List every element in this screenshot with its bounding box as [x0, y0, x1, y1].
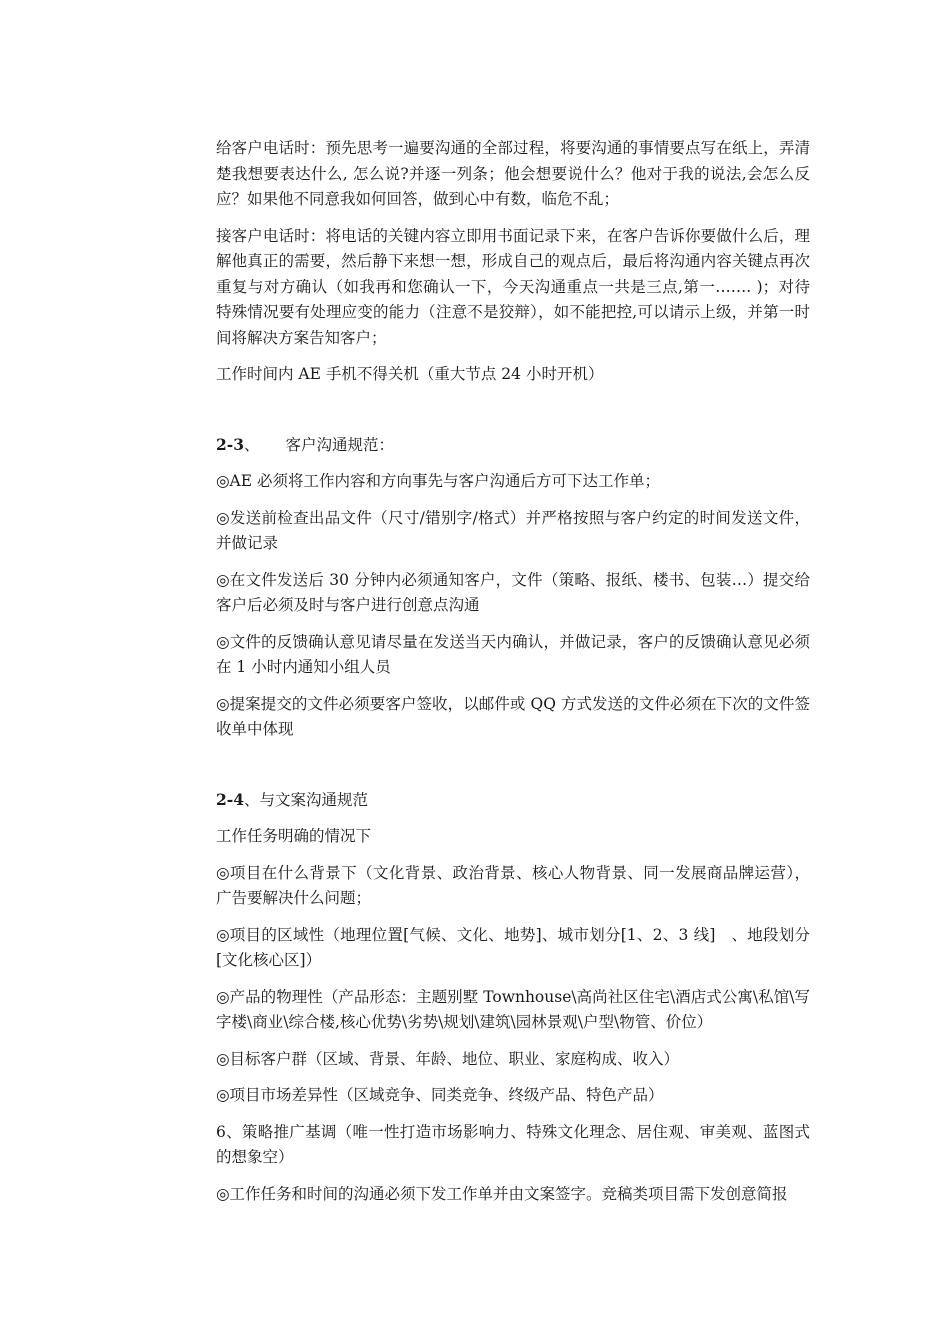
list-item: ◎目标客户群（区域、背景、年龄、地位、职业、家庭构成、收入） [216, 1049, 680, 1068]
list-item: ◎工作任务和时间的沟通必须下发工作单并由文案签字。竞稿类项目需下发创意简报 [216, 1184, 788, 1203]
list-item: 6、策略推广基调（唯一性打造市场影响力、特殊文化理念、居住观、审美观、蓝图式的想象空） [216, 1122, 810, 1166]
paragraph-phone-call-incoming: 接客户电话时：将电话的关键内容立即用书面记录下来，在客户告诉你要做什么后，理解他真正的需要，然后静下来想一想，形成自己的观点后，最后将沟通内容关键点再次重复与对方确认（如我再和您确认一下，今天沟通重点一共是三点,第一……. )；对待特殊情况要有处理应变的能力（注意不是狡辩），如不能把控,可以请示上级，并第一时间将解决方案告知客户； [216, 226, 810, 347]
section-title: 客户沟通规范： [285, 435, 395, 454]
section-number: 2-3 [216, 434, 245, 454]
section-title: 、与文案沟通规范 [244, 790, 369, 809]
list-item: ◎项目市场差异性（区域竞争、同类竞争、终级产品、特色产品） [216, 1086, 664, 1104]
list-item: ◎在文件发送后 30 分钟内必须通知客户，文件（策略、报纸、楼书、包装…）提交给客户后必须及时与客户进行创意点沟通 [216, 570, 810, 614]
list-item: ◎发送前检查出品文件（尺寸/错别字/格式）并严格按照与客户约定的时间发送文件，并做记录 [216, 508, 810, 552]
document-body [216, 136, 810, 1218]
list-item: ◎文件的反馈确认意见请尽量在发送当天内确认，并做记录，客户的反馈确认意见必须在 1 小时内通知小组人员 [216, 632, 810, 676]
list-item: ◎项目在什么背景下（文化背景、政治背景、核心人物背景、同一发展商品牌运营），广告要解决什么问题； [216, 863, 810, 907]
section-punct: 、 [244, 435, 260, 454]
list-item: ◎项目的区域性（地理位置[气候、文化、地势]、城市划分[1、2、3 线] 、地段划分[文化核心区]） [216, 925, 810, 969]
section-heading-2-3 [216, 432, 810, 459]
paragraph-phone-call-outgoing: 给客户电话时：预先思考一遍要沟通的全部过程，将要沟通的事情要点写在纸上，弄清楚我想要表达什么, 怎么说?并逐一列条；他会想要说什么？他对于我的说法,会怎么反应？如果他不同意我如何回答，做到心中有数，临危不乱； [216, 139, 810, 208]
list-item: ◎提案提交的文件必须要客户签收，以邮件或 QQ 方式发送的文件必须在下次的文件签收单中体现 [216, 694, 810, 738]
list-item: ◎产品的物理性（产品形态：主题别墅 Townhouse\高尚社区住宅\酒店式公寓\私馆\写字楼\商业\综合楼,核心优势\劣势\规划\建筑\园林景观\户型\物管、价位） [216, 987, 810, 1031]
section-number: 2-4 [216, 789, 245, 809]
paragraph-phone-always-on: 工作时间内 AE 手机不得关机（重大节点 24 小时开机） [216, 365, 604, 383]
section-subtitle: 工作任务明确的情况下 [216, 827, 372, 845]
section-heading-2-4 [216, 787, 810, 814]
list-item: ◎AE 必须将工作内容和方向事先与客户沟通后方可下达工作单； [216, 472, 660, 490]
